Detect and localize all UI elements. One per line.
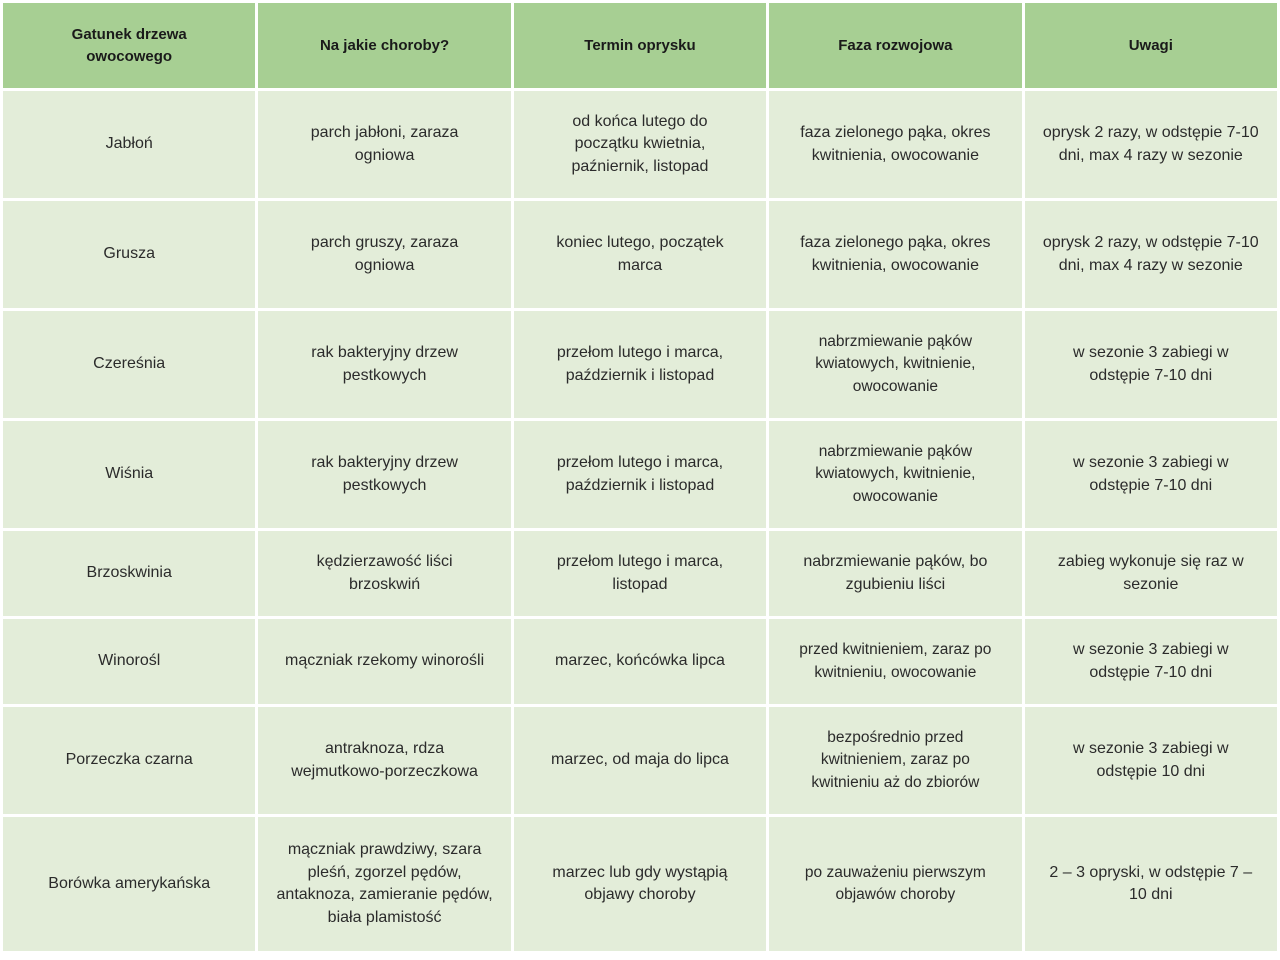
cell-notes: w sezonie 3 zabiegi w odstępie 10 dni (1025, 707, 1277, 814)
header-notes: Uwagi (1025, 3, 1277, 88)
table-row (3, 311, 1277, 418)
cell-species: Czereśnia (3, 311, 255, 418)
cell-growth-phase: nabrzmiewanie pąków, bo zgubieniu liści (769, 531, 1021, 616)
cell-growth-phase: faza zielonego pąka, okres kwitnienia, owocowanie (769, 201, 1021, 308)
table-row (3, 421, 1277, 528)
cell-notes: w sezonie 3 zabiegi w odstępie 7-10 dni (1025, 311, 1277, 418)
cell-species: Porzeczka czarna (3, 707, 255, 814)
cell-growth-phase: nabrzmiewanie pąków kwiatowych, kwitnienie, owocowanie (769, 311, 1021, 418)
cell-species: Grusza (3, 201, 255, 308)
cell-notes: zabieg wykonuje się raz w sezonie (1025, 531, 1277, 616)
table-row (3, 619, 1277, 704)
cell-diseases: rak bakteryjny drzew pestkowych (258, 421, 510, 528)
cell-notes: w sezonie 3 zabiegi w odstępie 7-10 dni (1025, 421, 1277, 528)
cell-growth-phase: bezpośrednio przed kwitnieniem, zaraz po kwitnieniu aż do zbiorów (769, 707, 1021, 814)
cell-species: Winorośl (3, 619, 255, 704)
cell-species: Jabłoń (3, 91, 255, 198)
table-row (3, 91, 1277, 198)
cell-spray-date: przełom lutego i marca, październik i listopad (514, 311, 766, 418)
cell-diseases: rak bakteryjny drzew pestkowych (258, 311, 510, 418)
cell-species: Brzoskwinia (3, 531, 255, 616)
table-row (3, 531, 1277, 616)
cell-notes: oprysk 2 razy, w odstępie 7-10 dni, max 4 razy w sezonie (1025, 91, 1277, 198)
cell-spray-date: przełom lutego i marca, październik i listopad (514, 421, 766, 528)
cell-notes: w sezonie 3 zabiegi w odstępie 7-10 dni (1025, 619, 1277, 704)
cell-diseases: mączniak prawdziwy, szara pleśń, zgorzel pędów, antaknoza, zamieranie pędów, biała plamistość (258, 817, 510, 951)
cell-spray-date: marzec, końcówka lipca (514, 619, 766, 704)
cell-growth-phase: nabrzmiewanie pąków kwiatowych, kwitnienie, owocowanie (769, 421, 1021, 528)
cell-diseases: antraknoza, rdza wejmutkowo-porzeczkowa (258, 707, 510, 814)
header-spray-date: Termin oprysku (514, 3, 766, 88)
table-row (3, 201, 1277, 308)
header-diseases: Na jakie choroby? (258, 3, 510, 88)
cell-growth-phase: przed kwitnieniem, zaraz po kwitnieniu, owocowanie (769, 619, 1021, 704)
cell-notes: 2 – 3 opryski, w odstępie 7 – 10 dni (1025, 817, 1277, 951)
header-growth-phase: Faza rozwojowa (769, 3, 1021, 88)
cell-spray-date: koniec lutego, początek marca (514, 201, 766, 308)
cell-species: Borówka amerykańska (3, 817, 255, 951)
table-row (3, 707, 1277, 814)
cell-diseases: kędzierzawość liści brzoskwiń (258, 531, 510, 616)
cell-spray-date: marzec, od maja do lipca (514, 707, 766, 814)
cell-notes: oprysk 2 razy, w odstępie 7-10 dni, max 4 razy w sezonie (1025, 201, 1277, 308)
cell-spray-date: marzec lub gdy wystąpią objawy choroby (514, 817, 766, 951)
cell-spray-date: od końca lutego do początku kwietnia, paźniernik, listopad (514, 91, 766, 198)
table-row (3, 817, 1277, 951)
cell-diseases: parch jabłoni, zaraza ogniowa (258, 91, 510, 198)
header-row (3, 3, 1277, 88)
header-tree-species: Gatunek drzewa owocowego (3, 3, 255, 88)
cell-diseases: mączniak rzekomy winorośli (258, 619, 510, 704)
cell-spray-date: przełom lutego i marca, listopad (514, 531, 766, 616)
cell-species: Wiśnia (3, 421, 255, 528)
cell-diseases: parch gruszy, zaraza ogniowa (258, 201, 510, 308)
cell-growth-phase: po zauważeniu pierwszym objawów choroby (769, 817, 1021, 951)
cell-growth-phase: faza zielonego pąka, okres kwitnienia, owocowanie (769, 91, 1021, 198)
